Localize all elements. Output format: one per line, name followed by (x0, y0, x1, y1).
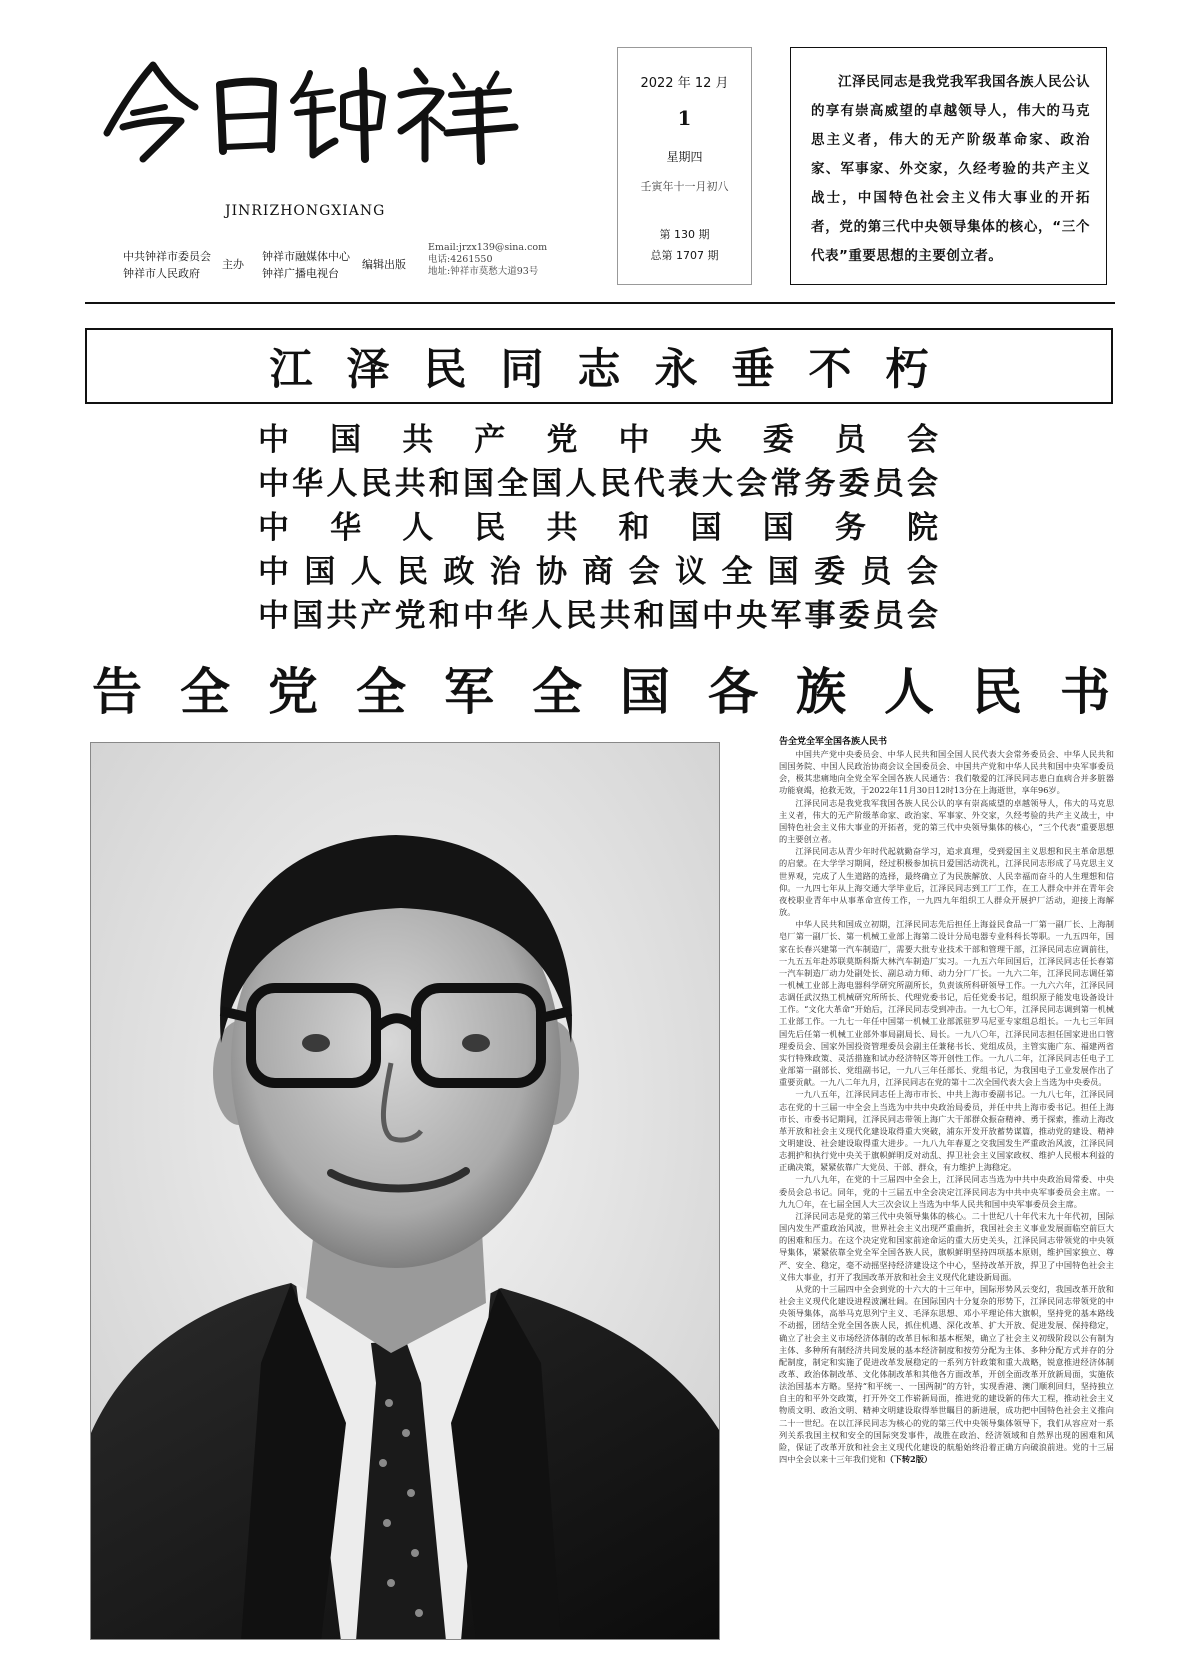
display-character: 央 (690, 422, 722, 458)
display-character: 党 (394, 598, 426, 634)
display-character: 商 (582, 554, 614, 590)
display-character: 人 (350, 554, 382, 590)
sponsor-government: 钟祥市人民政府 (123, 267, 200, 280)
article-paragraph: 中国共产党中央委员会、中华人民共和国全国人民代表大会常务委员会、中华人民共和国国务院、中国人民政治协商会议全国委员会、中国共产党和中华人民共和国中央军事委员会，极其悲痛地向全党全军全国各族人民通告：我们敬爱的江泽民同志患白血病合并多脏器功能衰竭，抢救无效，于2022年11月30日12时13分在上海逝世，享年96岁。 (779, 749, 1114, 796)
portrait-illustration (91, 743, 720, 1640)
display-character: 院 (906, 510, 938, 546)
display-character: 人 (565, 466, 597, 502)
display-character: 员 (834, 422, 866, 458)
display-character: 务 (804, 466, 836, 502)
organization-state-council (258, 506, 938, 550)
display-character: 中 (462, 598, 494, 634)
display-character: 华 (330, 510, 362, 546)
sponsor-list (123, 248, 211, 282)
article-title: 告全党全军全国各族人民书 (779, 737, 888, 747)
display-character: 华 (497, 598, 529, 634)
display-character: 共 (599, 598, 631, 634)
display-character: 民 (360, 466, 392, 502)
display-character: 民 (474, 510, 506, 546)
display-character: 会 (906, 598, 938, 634)
article-column (779, 736, 1114, 1465)
display-character: 民 (972, 663, 1022, 721)
display-character: 国 (667, 598, 699, 634)
display-character: 国 (304, 554, 336, 590)
display-character: 员 (860, 554, 892, 590)
display-character: 大 (702, 466, 734, 502)
display-character: 中 (258, 466, 289, 502)
article-paragraph-last (779, 1283, 1114, 1465)
media-list (262, 248, 350, 282)
article-paragraph-text: 从党的十三届四中全会到党的十六大的十三年中，国际形势风云变幻，我国改革开放和社会主义现代化建设进程波澜壮阔。在国际国内十分复杂的形势下，江泽民同志带领党的中央领导集体，高举马克思列宁主义、毛泽东思想、邓小平理论伟大旗帜，坚持党的基本路线不动摇，团结全党全国各族人民，抓住机遇、深化改革、扩大开放、促进发展、保持稳定，确立了社会主义市场经济体制的改革目标和基本框架，确立了社会主义初级阶段以公有制为主体、多种所有制经济共同发展的基本经济制度和按劳分配为主体、多种分配方式并存的分配制度，制定和实施了促进改革发展稳定的一系列方针政策和重大战略，锐意推进经济体制改革、政治体制改革、文化体制改革和其他各方面改革，开创全面改革开放新局面，实施依法治国基本方略。坚持“和平统一、一国两制”的方针，实现香港、澳门顺利回归，坚持独立自主的和平外交政策，打开外交工作崭新局面，推进党的建设新的伟大工程，推动社会主义物质文明、政治文明、精神文明建设取得举世瞩目的新进展，成功把中国特色社会主义推向二十一世纪。在以江泽民同志为核心的党的第三代中央领导集体领导下，我们从容应对一系列关系我国主权和安全的国际突发事件，战胜在政治、经济领域和自然界出现的困难和风险，保证了改革开放和社会主义现代化建设的航船始终沿着正确方向破浪前进。党的十三届四中全会以来十三年我们党和 (779, 1283, 1114, 1465)
continued-notice[interactable]: （下转2版） (885, 1454, 933, 1465)
display-character: 华 (292, 466, 324, 502)
display-character: 治 (489, 554, 521, 590)
media-center: 钟祥市融媒体中心 (262, 250, 350, 263)
display-character: 人 (531, 598, 563, 634)
portrait-photo (90, 742, 720, 1640)
display-character: 共 (402, 422, 434, 458)
intro-text: 江泽民同志是我党我军我国各族人民公认的享有崇高威望的卓越领导人，伟大的马克思主义者，伟大的无产阶级革命家、政治家、军事家、外交家，久经考验的共产主义战士，中国特色社会主义伟大事业的开拓者，党的第三代中央领导集体的核心，“三个代表”重要思想的主要创立者。 (811, 74, 1090, 264)
masthead-pinyin: JINRIZHONGXIANG (225, 203, 386, 219)
organization-cppcc (258, 550, 938, 594)
display-character: 务 (834, 510, 866, 546)
display-character: 中 (258, 598, 289, 634)
display-character: 会 (906, 422, 938, 458)
article-paragraph: 江泽民同志是我党我军我国各族人民公认的享有崇高威望的卓越领导人，伟大的马克思主义者，伟大的无产阶级革命家、政治家、军事家、外交家，久经考验的共产主义战士，中国特色社会主义伟大事业的开拓者，党的第三代中央领导集体的核心，“三个代表”重要思想的主要创立者。 (779, 797, 1114, 845)
article-paragraph: 中华人民共和国成立初期，江泽民同志先后担任上海益民食品一厂第一副厂长、上海制皂厂第一副厂长、第一机械工业部上海第二设计分局电器专业科科长等职。一九五四年，国家在长春兴建第一汽车制造厂，需要大批专业技术干部和管理干部，江泽民同志应调前往，一九五五年赴苏联莫斯科斯大林汽车制造厂实习。一九五六年回国后，江泽民同志任长春第一汽车制造厂动力处副处长、副总动力师、动力分厂厂长。一九六二年，江泽民同志调任第一机械工业部上海电器科学研究所副所长，负责该所科研领导工作。一九六六年，江泽民同志调任武汉热工机械研究所所长、代理党委书记，后任党委书记，组织原子能发电设备设计工作。“文化大革命”开始后，江泽民同志受到冲击。一九七〇年，江泽民同志调到第一机械工业部工作。一九七一年任中国第一机械工业部派驻罗马尼亚专家组总组长。一九七三年回国先后任第一机械工业部外事局副局长、局长。一九八〇年，江泽民同志担任国家进出口管理委员会、国家外国投资管理委员会副主任兼秘书长、党组成员，主管实施广东、福建两省实行特殊政策、灵活措施和试办经济特区等开创性工作。一九八二年，江泽民同志任电子工业部第一副部长、党组副书记，一九八三年任部长、党组书记，为我国电子工业发展作出了重要贡献。一九八二年九月，江泽民同志在党的第十二次全国代表大会上当选为中央委员。 (779, 919, 1114, 1088)
display-character: 央 (736, 598, 768, 634)
display-character: 表 (667, 466, 699, 502)
display-character: 协 (536, 554, 568, 590)
display-character: 人 (884, 663, 934, 721)
display-character: 代 (633, 466, 665, 502)
display-character: 民 (565, 598, 597, 634)
display-character: 员 (872, 598, 904, 634)
headline: 江泽民同志永垂不朽 (269, 344, 963, 395)
display-character: 军 (770, 598, 802, 634)
display-character: 国 (762, 510, 794, 546)
masthead-divider (85, 302, 1115, 304)
display-character: 全 (532, 663, 582, 721)
display-character: 产 (474, 422, 506, 458)
display-character: 党 (268, 663, 318, 721)
display-character: 国 (531, 466, 563, 502)
date-lunar: 壬寅年十一月初八 (640, 180, 729, 193)
media-tv-station: 钟祥广播电视台 (262, 267, 339, 280)
contact-info (428, 242, 547, 278)
display-character: 国 (767, 554, 799, 590)
headline-box (85, 328, 1113, 404)
display-character: 国 (462, 466, 494, 502)
display-character: 委 (814, 554, 846, 590)
display-character: 和 (428, 466, 460, 502)
date-box (617, 47, 752, 285)
article-paragraph: 江泽民同志从青少年时代起就勤奋学习，追求真理，受到爱国主义思想和民主革命思想的启蒙。在大学学习期间，经过积极参加抗日爱国活动洗礼，江泽民同志形成了马克思主义世界观，完成了人生道路的选择，最终确立了为民族解放、人民幸福而奋斗的人生理想和信仰。一九四七年从上海交通大学毕业后，江泽民同志到工厂工作，在工人群众中并在青年会夜校职业青年中从事革命宣传工作，一九四九年组织工人群众开展护厂活动，迎接上海解放。 (779, 846, 1114, 918)
masthead-logo-calligraphy (95, 55, 525, 165)
display-character: 会 (906, 466, 938, 502)
date-weekday: 星期四 (666, 150, 703, 164)
date-year-month: 2022 年 12 月 (640, 76, 729, 91)
organization-npc-standing-committee (258, 462, 938, 506)
display-character: 中 (618, 422, 650, 458)
total-issue-number: 总第 1707 期 (650, 249, 719, 262)
organization-military-commission (258, 594, 938, 638)
display-character: 全 (721, 554, 753, 590)
contact-address: 地址:钟祥市莫愁大道93号 (428, 266, 539, 277)
display-character: 会 (628, 554, 660, 590)
display-character: 各 (708, 663, 758, 721)
contact-email: Email:jrzx139@sina.com (428, 242, 548, 253)
display-character: 委 (838, 466, 870, 502)
contact-phone: 电话:4261550 (428, 254, 493, 265)
display-character: 会 (906, 554, 938, 590)
display-character: 政 (443, 554, 475, 590)
display-character: 军 (444, 663, 494, 721)
display-character: 中 (258, 510, 289, 546)
intro-box (790, 47, 1107, 285)
display-character: 中 (258, 554, 289, 590)
display-character: 国 (292, 598, 324, 634)
display-character: 共 (546, 510, 578, 546)
display-character: 产 (360, 598, 392, 634)
display-character: 议 (675, 554, 707, 590)
display-character: 告 (92, 663, 142, 721)
display-character: 共 (326, 598, 358, 634)
media-role: 编辑出版 (362, 258, 406, 271)
display-character: 国 (330, 422, 362, 458)
display-character: 党 (546, 422, 578, 458)
display-character: 全 (356, 663, 406, 721)
display-character: 族 (796, 663, 846, 721)
issue-number: 第 130 期 (659, 228, 710, 241)
issuing-organizations (258, 418, 938, 638)
display-character: 和 (428, 598, 460, 634)
date-day: 1 (677, 106, 692, 130)
display-character: 常 (770, 466, 802, 502)
display-character: 共 (394, 466, 426, 502)
display-character: 事 (804, 598, 836, 634)
organization-central-committee (258, 418, 938, 462)
display-character: 人 (326, 466, 358, 502)
sponsor-role: 主办 (222, 258, 244, 271)
display-character: 委 (838, 598, 870, 634)
sponsor-party-committee: 中共钟祥市委员会 (123, 250, 211, 263)
display-character: 国 (620, 663, 670, 721)
display-character: 和 (633, 598, 665, 634)
display-character: 中 (702, 598, 734, 634)
display-character: 全 (497, 466, 529, 502)
display-character: 员 (872, 466, 904, 502)
display-character: 全 (180, 663, 230, 721)
display-character: 中 (258, 422, 289, 458)
display-character: 和 (618, 510, 650, 546)
masthead-logo (95, 55, 525, 165)
display-character: 国 (690, 510, 722, 546)
article-paragraph: 一九八九年，在党的十三届四中全会上，江泽民同志当选为中共中央政治局常委、中央委员会总书记。同年，党的十三届五中全会决定江泽民同志为中共中央军事委员会主席。一九九〇年，在七届全国人大三次会议上当选为中华人民共和国中央军事委员会主席。 (779, 1174, 1114, 1209)
article-paragraph: 一九八五年，江泽民同志任上海市市长、中共上海市委副书记。一九八七年，江泽民同志在党的十三届一中全会上当选为中共中央政治局委员，并任中共上海市委书记。担任上海市长、市委书记期间，江泽民同志带领上海广大干部群众振奋精神、勇于探索，推动上海改革开放和社会主义现代化建设取得重大突破，浦东开发开放蓄势谋篇，推动党的建设、精神文明建设、社会建设取得重大进步。一九八九年春夏之交我国发生严重政治风波，江泽民同志拥护和执行党中央关于旗帜鲜明反对动乱、捍卫社会主义国家政权、维护人民根本利益的正确决策，紧紧依靠广大党员、干部、群众，有力维护上海稳定。 (779, 1089, 1114, 1173)
article-paragraph: 江泽民同志是党的第三代中央领导集体的核心。二十世纪八十年代末九十年代初，国际国内发生严重政治风波，世界社会主义出现严重曲折，我国社会主义事业发展面临空前巨大的困难和压力。在这个决定党和国家前途命运的重大历史关头，江泽民同志带领党的中央领导集体，紧紧依靠全党全军全国各族人民，旗帜鲜明坚持四项基本原则，维护国家独立、尊严、安全、稳定，毫不动摇坚持经济建设这个中心，坚持改革开放，捍卫了中国特色社会主义伟大事业，打开了我国改革开放和社会主义现代化建设新局面。 (779, 1210, 1114, 1282)
display-character: 会 (736, 466, 768, 502)
display-character: 委 (762, 422, 794, 458)
announcement-title (92, 652, 1110, 724)
display-character: 人 (402, 510, 434, 546)
display-character: 书 (1060, 663, 1110, 721)
display-character: 民 (397, 554, 429, 590)
display-character: 民 (599, 466, 631, 502)
